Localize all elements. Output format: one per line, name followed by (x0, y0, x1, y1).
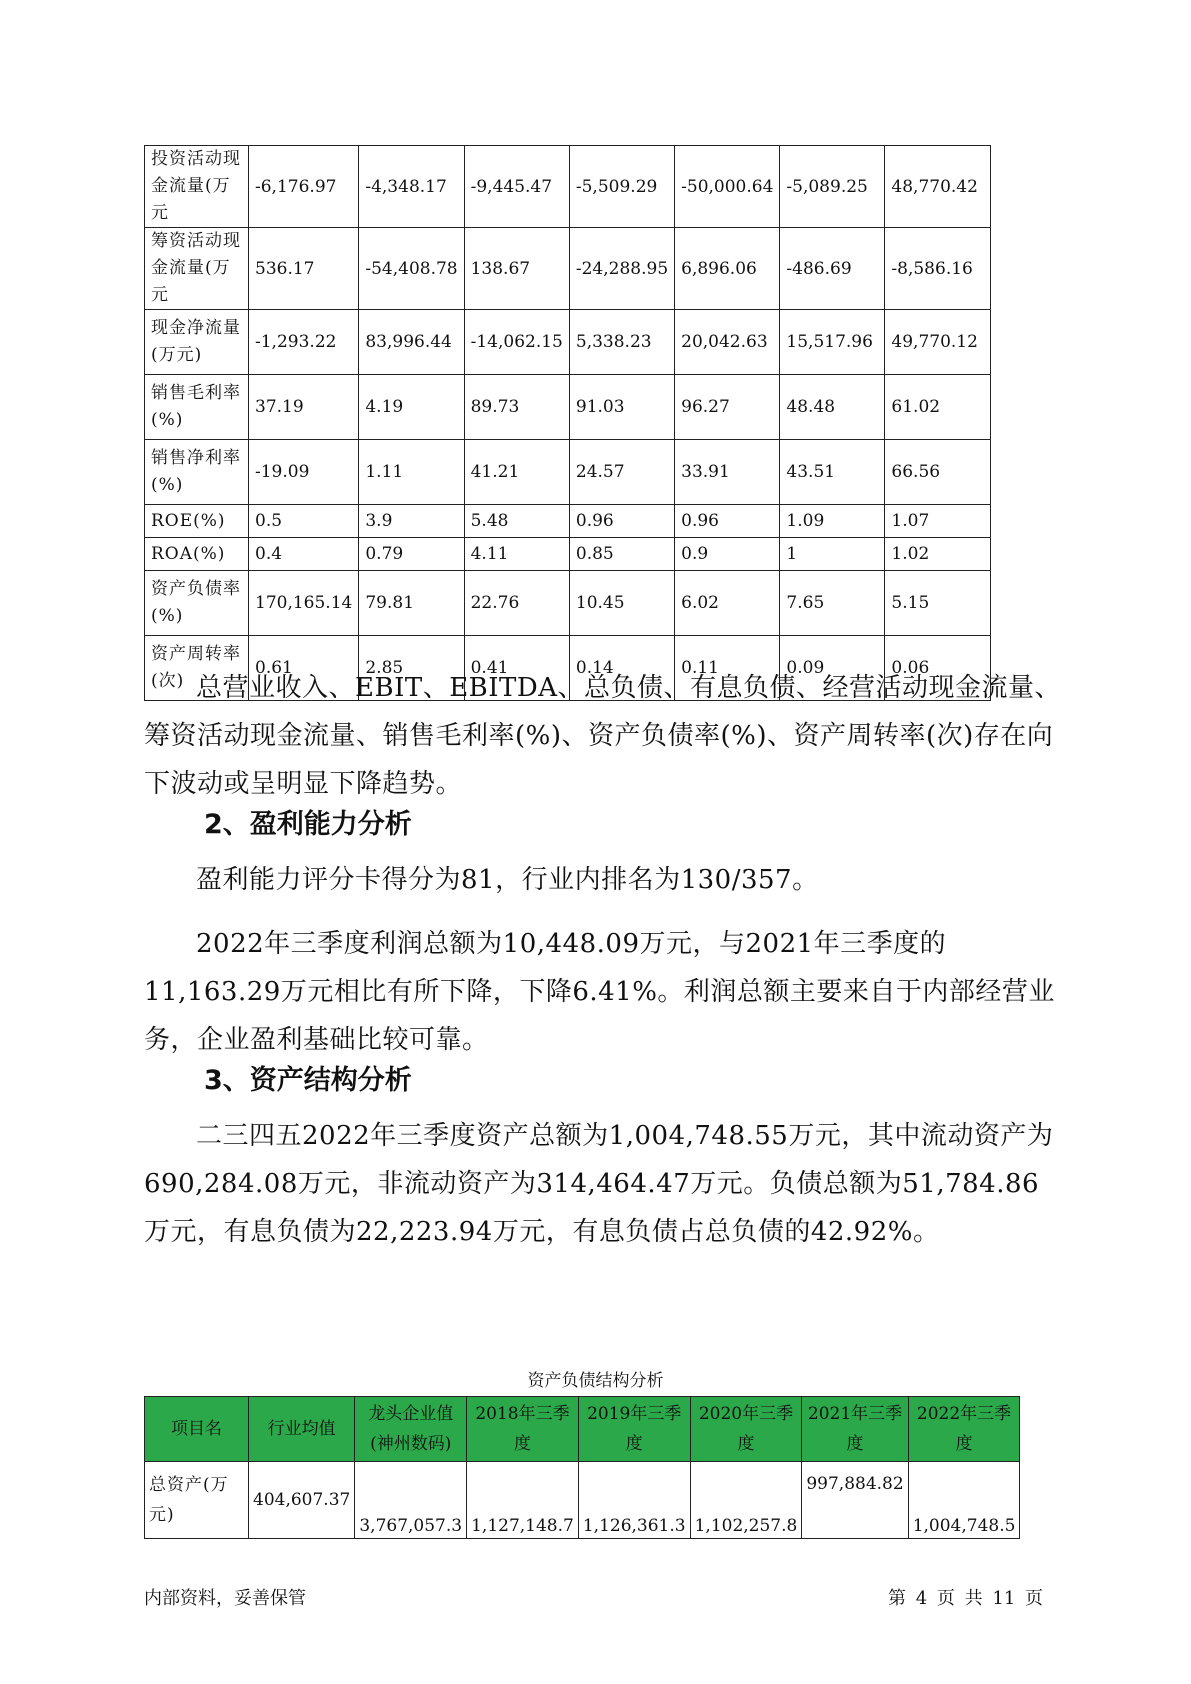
metrics-cell: 5.48 (464, 505, 569, 538)
metrics-cell: 0.06 (885, 636, 991, 701)
metrics-cell: 5.15 (885, 571, 991, 636)
structure-header-cell: 龙头企业值(神州数码) (355, 1397, 467, 1462)
metrics-cell: -4,348.17 (359, 146, 464, 228)
metrics-cell: 0.5 (249, 505, 359, 538)
footer-confidential-note: 内部资料，妥善保管 (144, 1588, 306, 1609)
metrics-cell: 0.61 (249, 636, 359, 701)
metrics-cell: -50,000.64 (675, 146, 780, 228)
structure-cell: 3,767,057.3 (355, 1462, 467, 1539)
structure-cell: 1,127,148.7 (467, 1462, 579, 1539)
metrics-cell: 0.9 (675, 538, 780, 571)
metrics-cell: -1,293.22 (249, 310, 359, 375)
metrics-cell: -9,445.47 (464, 146, 569, 228)
structure-cell: 997,884.82 (802, 1462, 908, 1539)
metrics-row (145, 571, 991, 636)
metrics-cell: 48.48 (780, 375, 885, 440)
metrics-cell: 66.56 (885, 440, 991, 505)
metrics-cell: 2.85 (359, 636, 464, 701)
metrics-row (145, 146, 991, 228)
metrics-cell: 0.96 (675, 505, 780, 538)
metrics-row-label: 资产周转率(次) (145, 636, 249, 701)
metrics-row (145, 375, 991, 440)
section-3-heading: 3、资产结构分析 (204, 1065, 412, 1096)
metrics-cell: 1.02 (885, 538, 991, 571)
metrics-cell: 96.27 (675, 375, 780, 440)
metrics-cell: -5,089.25 (780, 146, 885, 228)
metrics-cell: 0.79 (359, 538, 464, 571)
metrics-cell: 3.9 (359, 505, 464, 538)
metrics-row-label: 销售毛利率(%) (145, 375, 249, 440)
metrics-cell: -54,408.78 (359, 228, 464, 310)
structure-cell: 404,607.37 (249, 1462, 355, 1539)
metrics-cell: 0.11 (675, 636, 780, 701)
metrics-cell: 6,896.06 (675, 228, 780, 310)
metrics-cell: 4.19 (359, 375, 464, 440)
metrics-cell: -5,509.29 (569, 146, 674, 228)
metrics-row-label: 资产负债率(%) (145, 571, 249, 636)
metrics-cell: 83,996.44 (359, 310, 464, 375)
metrics-row-label: 筹资活动现金流量(万元 (145, 228, 249, 310)
metrics-cell: 41.21 (464, 440, 569, 505)
metrics-row-label: 投资活动现金流量(万元 (145, 146, 249, 228)
metrics-cell: 43.51 (780, 440, 885, 505)
asset-structure-paragraph: 二三四五2022年三季度资产总额为1,004,748.55万元，其中流动资产为690,284.08万元，非流动资产为314,464.47万元。负债总额为51,784.86万元，有息负债为22,223.94万元，有息负债占总负债的42.92%。 (144, 1121, 1054, 1247)
footer-page-number: 第 4 页 共 11 页 (888, 1588, 1043, 1609)
structure-header-cell: 2022年三季度 (908, 1397, 1020, 1462)
metrics-row-label: 现金净流量(万元) (145, 310, 249, 375)
metrics-cell: 4.11 (464, 538, 569, 571)
metrics-cell: 6.02 (675, 571, 780, 636)
metrics-cell: 22.76 (464, 571, 569, 636)
structure-header-cell: 2019年三季度 (578, 1397, 690, 1462)
metrics-cell: 1.07 (885, 505, 991, 538)
metrics-cell: -14,062.15 (464, 310, 569, 375)
metrics-cell: 0.14 (569, 636, 674, 701)
metrics-cell: 49,770.12 (885, 310, 991, 375)
metrics-row (145, 228, 991, 310)
metrics-cell: -486.69 (780, 228, 885, 310)
structure-cell: 1,102,257.8 (690, 1462, 802, 1539)
metrics-cell: 10.45 (569, 571, 674, 636)
structure-header-row (145, 1397, 1020, 1462)
metrics-cell: -19.09 (249, 440, 359, 505)
metrics-cell: 91.03 (569, 375, 674, 440)
metrics-cell: 0.4 (249, 538, 359, 571)
metrics-cell: 0.41 (464, 636, 569, 701)
metrics-cell: 170,165.14 (249, 571, 359, 636)
structure-cell: 1,126,361.3 (578, 1462, 690, 1539)
metrics-cell: 5,338.23 (569, 310, 674, 375)
metrics-row-label: ROE(%) (145, 505, 249, 538)
structure-header-cell: 行业均值 (249, 1397, 355, 1462)
profit-total-paragraph: 2022年三季度利润总额为10,448.09万元，与2021年三季度的11,163.29万元相比有所下降，下降6.41%。利润总额主要来自于内部经营业务，企业盈利基础比较可靠。 (144, 929, 1055, 1055)
metrics-row (145, 440, 991, 505)
metrics-cell: 79.81 (359, 571, 464, 636)
metrics-cell: 1.09 (780, 505, 885, 538)
metrics-cell: 0.09 (780, 636, 885, 701)
metrics-cell: 536.17 (249, 228, 359, 310)
profitability-score-paragraph: 盈利能力评分卡得分为81，行业内排名为130/357。 (196, 865, 819, 895)
metrics-cell: 37.19 (249, 375, 359, 440)
metrics-cell: 89.73 (464, 375, 569, 440)
metrics-cell: 24.57 (569, 440, 674, 505)
metrics-cell: 1.11 (359, 440, 464, 505)
metrics-cell: 0.96 (569, 505, 674, 538)
structure-header-cell: 2020年三季度 (690, 1397, 802, 1462)
metrics-row-label: 销售净利率(%) (145, 440, 249, 505)
metrics-row (145, 538, 991, 571)
structure-table-caption: 资产负债结构分析 (527, 1371, 664, 1391)
metrics-row (145, 310, 991, 375)
metrics-row (145, 505, 991, 538)
structure-header-cell: 2021年三季度 (802, 1397, 908, 1462)
metrics-cell: 20,042.63 (675, 310, 780, 375)
asset-liability-structure-table (144, 1396, 1020, 1539)
structure-header-cell: 项目名 (145, 1397, 249, 1462)
metrics-cell: 61.02 (885, 375, 991, 440)
structure-row-label: 总资产(万元) (145, 1462, 249, 1539)
metrics-cell: 0.85 (569, 538, 674, 571)
financial-metrics-table (144, 145, 991, 701)
metrics-cell: 138.67 (464, 228, 569, 310)
metrics-cell: -6,176.97 (249, 146, 359, 228)
metrics-cell: 33.91 (675, 440, 780, 505)
metrics-row-label: ROA(%) (145, 538, 249, 571)
section-2-heading: 2、盈利能力分析 (204, 809, 412, 840)
structure-row (145, 1462, 1020, 1539)
structure-header-cell: 2018年三季度 (467, 1397, 579, 1462)
metrics-cell: 7.65 (780, 571, 885, 636)
summary-paragraph: 总营业收入、EBIT、EBITDA、总负债、有息负债、经营活动现金流量、筹资活动现金流量、销售毛利率(%)、资产负债率(%)、资产周转率(次)存在向下波动或呈明显下降趋势。 (144, 673, 1062, 799)
metrics-cell: 15,517.96 (780, 310, 885, 375)
metrics-cell: -8,586.16 (885, 228, 991, 310)
metrics-cell: 1 (780, 538, 885, 571)
metrics-cell: 48,770.42 (885, 146, 991, 228)
metrics-cell: -24,288.95 (569, 228, 674, 310)
structure-cell: 1,004,748.5 (908, 1462, 1020, 1539)
